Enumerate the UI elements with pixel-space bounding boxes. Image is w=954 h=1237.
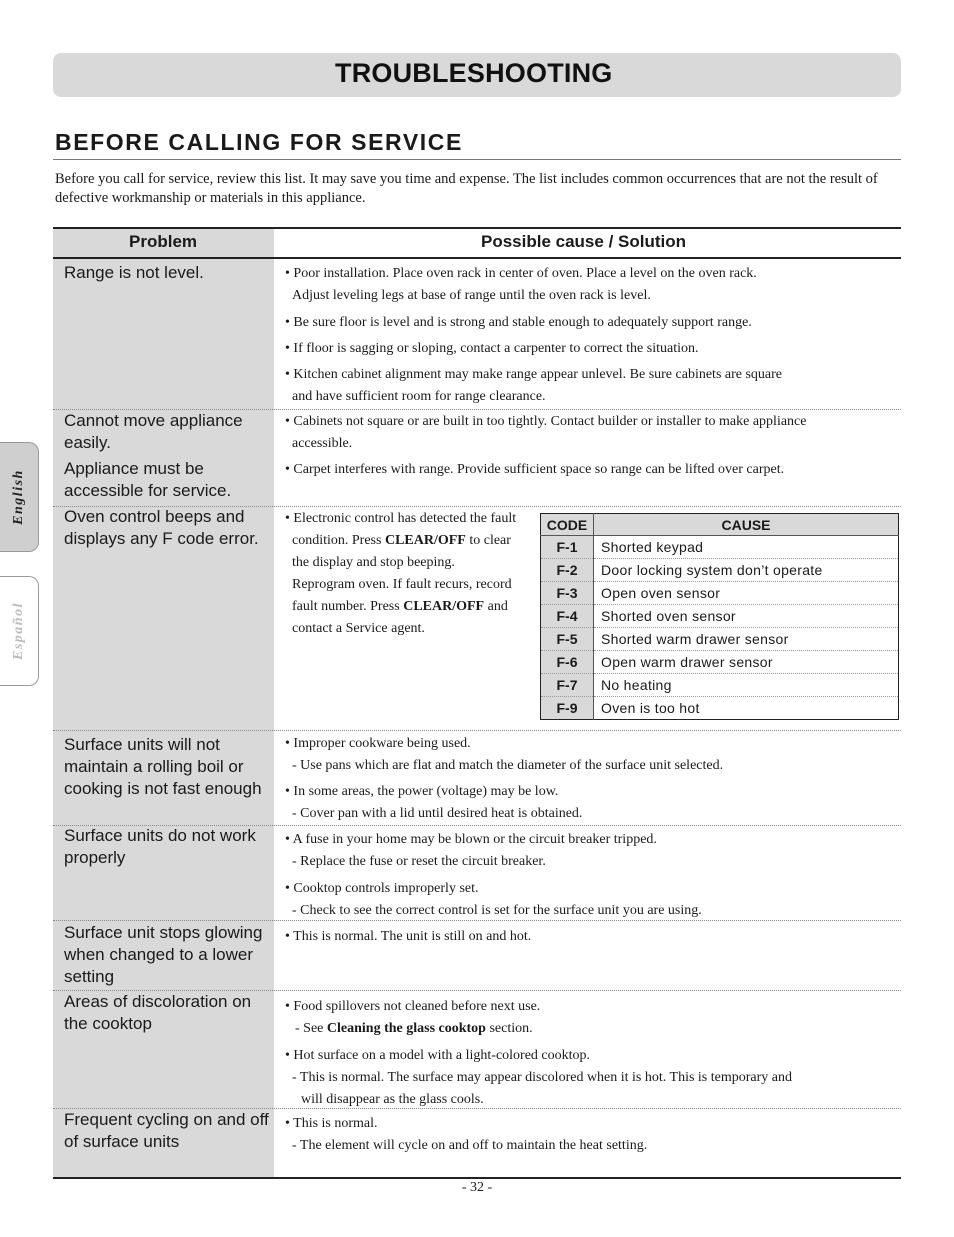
code-cell: F-9 [541, 697, 594, 720]
code-row [541, 536, 899, 559]
intro-paragraph: Before you call for service, review this list. It may save you time and expense. The list includes common occurrences that are not the result of defective workmanship or materials in this appliance. [55, 171, 878, 206]
solution-line: • This is normal. The unit is still on and hot. [285, 929, 532, 944]
code-cell: F-7 [541, 674, 594, 697]
solution-text [285, 508, 516, 640]
solution-line: - Check to see the correct control is set for the surface unit you are using. [292, 903, 702, 918]
cause-cell: Open warm drawer sensor [594, 651, 899, 674]
solution-line: • If floor is sagging or sloping, contact a carpenter to correct the situation. [285, 341, 699, 356]
row-separator [53, 730, 901, 731]
solution-line: • Carpet interferes with range. Provide sufficient space so range can be lifted over carpet. [285, 462, 785, 477]
solution-text [285, 829, 702, 922]
code-cell: F-4 [541, 605, 594, 628]
solution-line: - The element will cycle on and off to maintain the heat setting. [292, 1138, 648, 1153]
solution-line: • Electronic control has detected the fault [285, 511, 517, 526]
solution-line: accessible. [292, 436, 353, 451]
code-row [541, 582, 899, 605]
solution-line: • Be sure floor is level and is strong and stable enough to adequately support range. [285, 315, 752, 330]
solution-line: fault number. Press CLEAR/OFF and [292, 599, 508, 614]
fault-code-table [540, 513, 899, 720]
code-row [541, 651, 899, 674]
cause-cell: No heating [594, 674, 899, 697]
solution-line: • A fuse in your home may be blown or the circuit breaker tripped. [285, 832, 657, 847]
code-row [541, 605, 899, 628]
code-cell: F-6 [541, 651, 594, 674]
header-solution: Possible cause / Solution [481, 232, 686, 251]
tab-english-label: English [11, 469, 26, 525]
solution-line: • Food spillovers not cleaned before next use. [285, 999, 541, 1014]
problem-text: Surface units will not maintain a rolling boil or cooking is not fast enough [64, 735, 262, 798]
solution-line: - Use pans which are flat and match the diameter of the surface unit selected. [292, 758, 724, 773]
solution-line: • Cooktop controls improperly set. [285, 881, 479, 896]
solution-line: • Kitchen cabinet alignment may make range appear unlevel. Be sure cabinets are square [285, 367, 783, 382]
cause-cell: Oven is too hot [601, 700, 700, 716]
row-separator [53, 920, 901, 921]
solution-line: condition. Press CLEAR/OFF to clear [292, 533, 511, 548]
table-header-rule [53, 257, 901, 259]
code-header: CODE [541, 514, 594, 536]
cause-cell: Shorted keypad [594, 536, 899, 559]
cause-header: CAUSE [594, 514, 899, 536]
cause-cell: Shorted oven sensor [594, 605, 899, 628]
solution-line: and have sufficient room for range clearance. [292, 389, 546, 404]
problem-text: Oven control beeps and displays any F code error. [64, 507, 259, 548]
code-cell: F-1 [541, 536, 594, 559]
problem-text: Areas of discoloration on the cooktop [64, 992, 252, 1033]
code-table-header [541, 514, 899, 536]
solution-line: will disappear as the glass cools. [301, 1092, 484, 1107]
cause-cell: Door locking system don’t operate [594, 559, 899, 582]
solution-line: • Hot surface on a model with a light-colored cooktop. [285, 1048, 591, 1063]
solution-line: - See Cleaning the glass cooktop section. [295, 1021, 533, 1036]
problem-text: Frequent cycling on and off of surface units [64, 1110, 269, 1151]
problem-text: Surface units do not work properly [64, 826, 256, 867]
code-cell: F-2 [541, 559, 594, 582]
solution-line: Reprogram oven. If fault recurs, record [292, 577, 512, 592]
solution-line: • Poor installation. Place oven rack in center of oven. Place a level on the oven rack. [285, 266, 757, 281]
solution-text [285, 263, 782, 408]
section-rule [53, 159, 901, 160]
section-title: BEFORE CALLING FOR SERVICE [55, 129, 463, 155]
tab-espanol[interactable] [0, 576, 39, 686]
problem-text: Cannot move appliance easily. [64, 411, 243, 452]
solution-line: • This is normal. [285, 1116, 378, 1131]
page-title: TROUBLESHOOTING [335, 58, 613, 88]
troubleshooting-table [53, 227, 901, 1179]
solution-line: - Replace the fuse or reset the circuit breaker. [292, 854, 546, 869]
tab-espanol-label: Español [11, 602, 26, 660]
code-cell: F-3 [541, 582, 594, 605]
page-number: - 32 - [461, 1180, 493, 1195]
solution-line: - This is normal. The surface may appear discolored when it is hot. This is temporary and [292, 1070, 792, 1085]
solution-text [285, 996, 792, 1111]
table-bottom-rule [53, 1177, 901, 1179]
problem-text: Surface unit stops glowing when changed to a lower setting [64, 923, 263, 986]
table-top-rule [53, 227, 901, 229]
solution-line: • Improper cookware being used. [285, 736, 471, 751]
problem-text: Range is not level. [64, 263, 204, 282]
tab-english[interactable] [0, 442, 39, 552]
code-row [541, 628, 899, 651]
solution-text [285, 733, 723, 825]
cause-cell: Open oven sensor [594, 582, 899, 605]
code-row [541, 674, 899, 697]
solution-text [285, 411, 806, 481]
problem-column-bg [53, 227, 274, 1179]
solution-line: • In some areas, the power (voltage) may be low. [285, 784, 559, 799]
solution-text [285, 1113, 647, 1157]
code-row [541, 697, 899, 720]
solution-line: Adjust leveling legs at base of range until the oven rack is level. [292, 288, 651, 303]
solution-line: contact a Service agent. [292, 621, 425, 636]
solution-line: the display and stop beeping. [292, 555, 455, 570]
cause-cell: Shorted warm drawer sensor [594, 628, 899, 651]
solution-line: • Cabinets not square or are built in too tightly. Contact builder or installer to make appliance [285, 414, 807, 429]
title-banner [53, 53, 901, 97]
header-problem: Problem [129, 232, 198, 251]
code-cell: F-5 [541, 628, 594, 651]
code-row [541, 559, 899, 582]
solution-line: - Cover pan with a lid until desired heat is obtained. [292, 806, 583, 821]
problem-text-secondary: Appliance must be accessible for service. [64, 459, 232, 500]
solution-text [285, 926, 531, 948]
